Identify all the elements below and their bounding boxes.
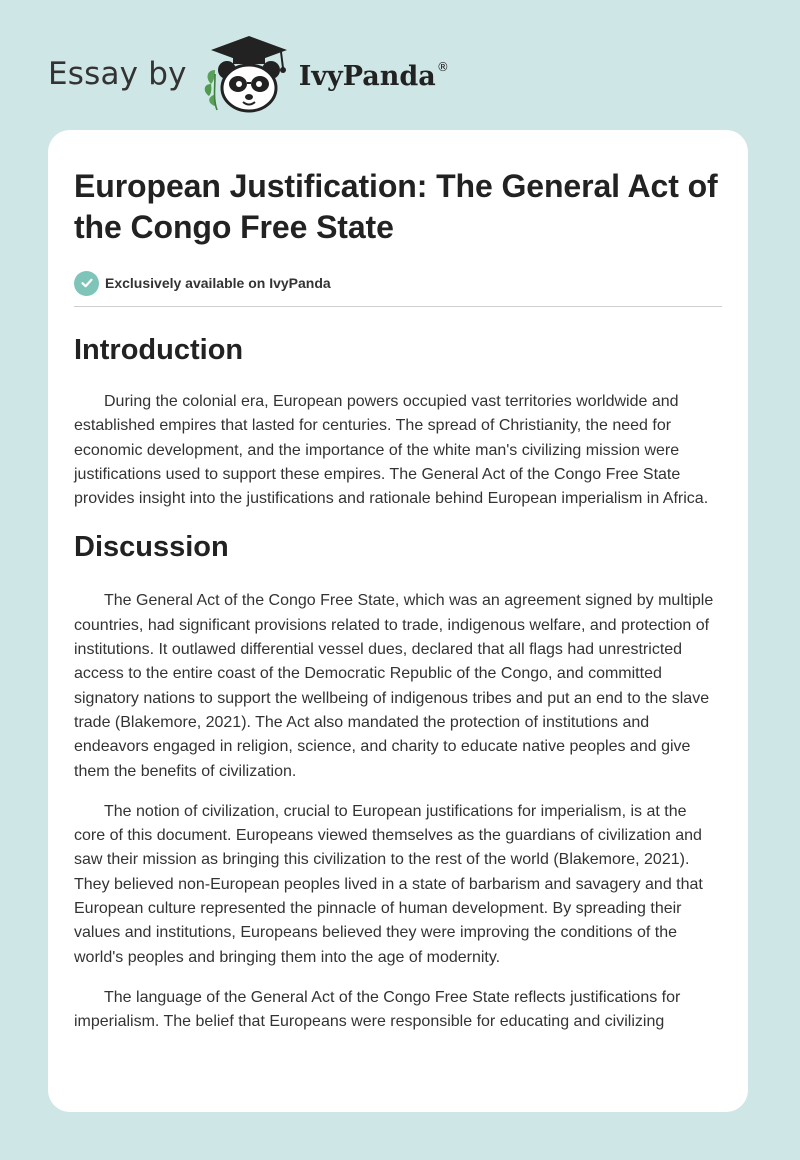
brand-text: IvyPanda <box>298 61 436 92</box>
exclusive-notice <box>74 270 722 296</box>
check-icon <box>74 271 99 296</box>
registered-mark: ® <box>436 60 449 74</box>
exclusive-label: Exclusively available on IvyPanda <box>105 275 331 291</box>
site-header <box>48 34 449 114</box>
brand-name[interactable] <box>299 60 449 92</box>
essay-card <box>48 130 748 1112</box>
essay-by-label: Essay by <box>48 56 187 92</box>
divider <box>74 306 722 307</box>
section-heading-discussion: Discussion <box>74 531 229 564</box>
paragraph: During the colonial era, European powers occupied vast territories worldwide and established empires that lasted for centuries. The spread of Christianity, the need for economic development, and the importance of the white man's civilizing mission were justifications used to support these empires. The General Act of the Congo Free State provides insight into the justifications and rationale behind European imperialism in Africa. <box>74 393 709 508</box>
paragraph: The notion of civilization, crucial to European justifications for imperialism, is at the core of this document. Europeans viewed themselves as the guardians of civilization and saw their mission as bringing this civilization to the rest of the world (Blakemore, 2021). They believed non-European peoples lived in a state of barbarism and savagery and that European culture represented the pinnacle of human development. By spreading their values and institutions, Europeans believed they were improving the conditions of the world's peoples and bringing them into the age of modernity. <box>74 802 703 966</box>
paragraph: The General Act of the Congo Free State, which was an agreement signed by multiple countries, had significant provisions related to trade, indigenous welfare, and protection of institutions. It outlawed differential vessel dues, declared that all flags had unrestricted access to the entire coast of the Democratic Republic of the Congo, and committed signatory nations to support the wellbeing of indigenous tribes and put an end to the slave trade (Blakemore, 2021). The Act also mandated the protection of institutions and endeavors engaged in religion, science, and charity to educate native peoples and give them the benefits of civilization. <box>74 592 714 780</box>
panda-graduate-logo-icon[interactable] <box>201 34 293 114</box>
paragraph: The language of the General Act of the Congo Free State reflects justifications for imperialism. The belief that Europeans were responsible for educating and civilizing <box>74 988 681 1031</box>
section-heading-introduction: Introduction <box>74 334 244 366</box>
essay-title: European Justification: The General Act of the Congo Free State <box>74 168 718 245</box>
